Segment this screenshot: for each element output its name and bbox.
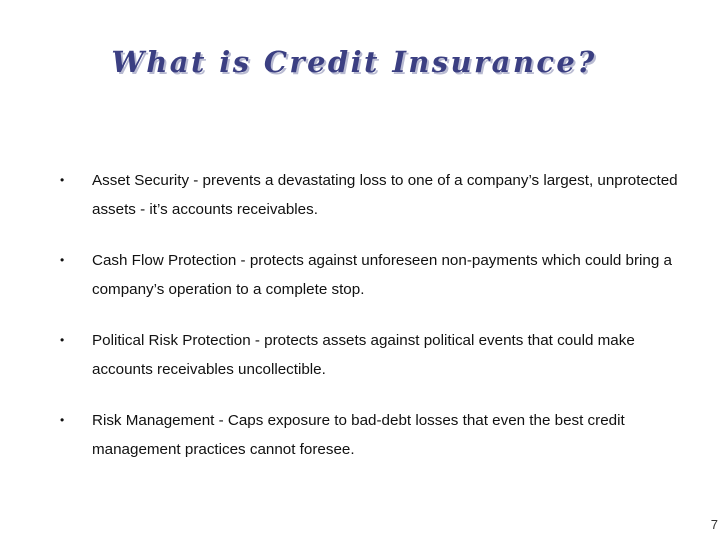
page-number: 7 [710, 517, 718, 532]
bullet-icon: • [60, 413, 65, 427]
bullet-item [56, 246, 696, 304]
bullet-text: Political Risk Protection - protects assets against political events that could make accounts receivables uncollectible. [92, 332, 635, 378]
bullet-text: Asset Security - prevents a devastating loss to one of a company’s largest, unprotected assets - it’s accounts receivables. [92, 172, 678, 218]
bullet-icon: • [60, 333, 65, 347]
slide-title: What is Credit Insurance? [111, 45, 597, 79]
bullet-text: Cash Flow Protection - protects against unforeseen non-payments which could bring a company’s operation to a complete stop. [92, 252, 672, 298]
bullet-text: Risk Management - Caps exposure to bad-debt losses that even the best credit management practices cannot foresee. [92, 412, 625, 458]
bullet-item [56, 326, 696, 384]
bullet-list [56, 166, 696, 486]
bullet-icon: • [60, 173, 65, 187]
bullet-icon: • [60, 253, 65, 267]
bullet-item [56, 406, 696, 464]
bullet-item [56, 166, 696, 224]
